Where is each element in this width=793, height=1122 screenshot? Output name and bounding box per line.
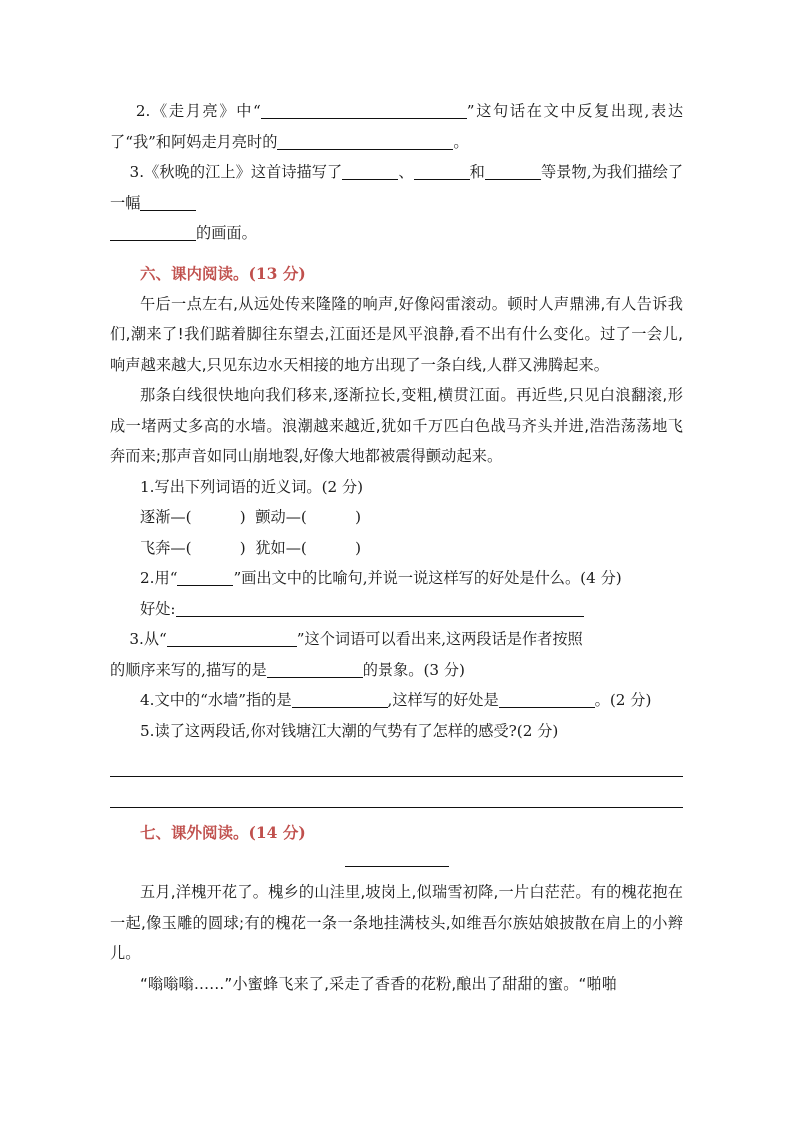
question-text: 读了这两段话,你对钱塘江大潮的气势有了怎样的感受? (154, 721, 517, 740)
question-text-c: 。 (453, 132, 469, 151)
question-score: (2 分) (516, 721, 559, 740)
question-score: (2 分) (321, 477, 364, 496)
question-text-c: 和 (469, 163, 485, 181)
synonym-item[interactable]: 逐渐—( ) (140, 508, 246, 526)
question-six-1 (110, 472, 683, 503)
question-number: 4. (140, 691, 155, 709)
question-six-2 (110, 563, 683, 594)
answer-blank[interactable] (277, 134, 453, 150)
question-six-5 (110, 716, 683, 747)
answer-blank[interactable] (176, 601, 584, 617)
question-score: (2 分) (609, 691, 652, 709)
question-text-d: 的景象。 (362, 660, 424, 679)
question-top-3 (110, 157, 683, 218)
section-heading-seven-label: 七、课外阅读。 (140, 823, 249, 842)
synonym-row[interactable] (110, 502, 683, 533)
question-top-2 (110, 96, 683, 157)
question-number: 3. (129, 163, 145, 181)
answer-blank[interactable] (414, 164, 470, 180)
section-heading-six-score: (13 分) (248, 263, 306, 283)
spacer (110, 867, 683, 877)
answer-blank[interactable] (177, 570, 233, 586)
answer-blank[interactable] (267, 662, 363, 678)
passage-paragraph-2: 那条白线很快地向我们移来,逐渐拉长,变粗,横贯江面。再近些,只见白浪翻滚,形成一堵两丈多高的水墙。浪潮越来越近,犹如千万匹白色战马齐头并进,浩浩荡荡地飞奔而来;那声音如同山崩地裂,好像大地都被震得颤动起来。 (110, 386, 683, 465)
answer-line-area-2 (110, 777, 683, 808)
question-number: 2. (140, 569, 155, 587)
question-number: 1. (140, 477, 155, 496)
question-text-b: ”这句话在文中反复出现,表达了“我”和阿妈走月亮时的 (110, 102, 684, 151)
question-text-e: 的画面。 (196, 224, 257, 242)
spacer (110, 808, 683, 818)
question-text-d: 等景物,为我们描绘了一幅 (110, 163, 684, 212)
answer-line-area-1 (110, 746, 683, 777)
synonym-item[interactable]: 颤动—( ) (255, 508, 362, 526)
question-text-b: ,这样写的好处是 (387, 691, 499, 709)
answer-blank[interactable] (485, 164, 541, 180)
question-top-3-tail (110, 218, 683, 249)
synonym-item[interactable]: 犹如—( ) (255, 538, 362, 557)
synonym-row[interactable] (110, 533, 683, 564)
question-text-a: 《秋晚的江上》这首诗描写了 (144, 163, 343, 181)
answer-blank[interactable] (167, 631, 297, 647)
answer-blank[interactable] (140, 195, 196, 211)
question-number: 2. (135, 102, 151, 120)
section-heading-six (110, 259, 683, 289)
question-text-a: 用“ (154, 569, 178, 587)
question-six-4 (110, 685, 683, 716)
answer-blank[interactable] (292, 692, 388, 708)
question-six-3 (110, 624, 683, 655)
question-six-2-answer (110, 594, 683, 625)
question-text-b: 、 (398, 163, 414, 181)
spacer (110, 249, 683, 259)
question-text-c: 。 (594, 691, 610, 709)
question-text-a: 从“ (143, 630, 167, 648)
answer-blank[interactable] (261, 103, 467, 119)
question-text: 写出下列词语的近义词。 (154, 477, 322, 496)
outside-passage-paragraph-1: 五月,洋槐开花了。槐乡的山洼里,坡岗上,似瑞雪初降,一片白茫茫。有的槐花抱在一起,像玉雕的圆球;有的槐花一条一条地挂满枝头,如维吾尔族姑娘披散在肩上的小辫儿。 (110, 883, 683, 962)
question-text-c: 的顺序来写的,描写的是 (110, 660, 267, 679)
synonym-item[interactable]: 飞奔—( ) (140, 538, 246, 557)
question-text-a: 文中的“水墙”指的是 (154, 691, 292, 709)
answer-blank[interactable] (110, 225, 196, 241)
section-heading-seven-score: (14 分) (248, 823, 306, 842)
spacer (110, 848, 683, 866)
outside-passage-paragraph-2: “嗡嗡嗡……”小蜜蜂飞来了,采走了香香的花粉,酿出了甜甜的蜜。“啪啪 (140, 974, 618, 993)
answer-label: 好处: (140, 599, 176, 618)
answer-blank[interactable] (342, 164, 398, 180)
question-text-b: ”画出文中的比喻句,并说一说这样写的好处是什么。 (233, 569, 581, 587)
question-score: (3 分) (423, 660, 465, 679)
question-score: (4 分) (580, 569, 622, 587)
section-heading-six-label: 六、课内阅读。 (140, 263, 249, 283)
page-content (110, 96, 683, 999)
question-number: 5. (140, 721, 155, 740)
question-text-b: ”这个词语可以看出来,这两段话是作者按照 (296, 630, 583, 648)
question-text-a: 《走月亮》中“ (150, 102, 261, 120)
question-six-3-tail (110, 655, 683, 686)
question-number: 3. (129, 630, 144, 648)
passage-paragraph-1: 午后一点左右,从远处传来隆隆的响声,好像闷雷滚动。顿时人声鼎沸,有人告诉我们,潮来了!我们踮着脚往东望去,江面还是风平浪静,看不出有什么变化。过了一会儿,响声越来越大,只见东边水天相接的地方出现了一条白线,人群又沸腾起来。 (110, 294, 683, 374)
answer-blank[interactable] (499, 692, 595, 708)
section-heading-seven (110, 818, 683, 848)
